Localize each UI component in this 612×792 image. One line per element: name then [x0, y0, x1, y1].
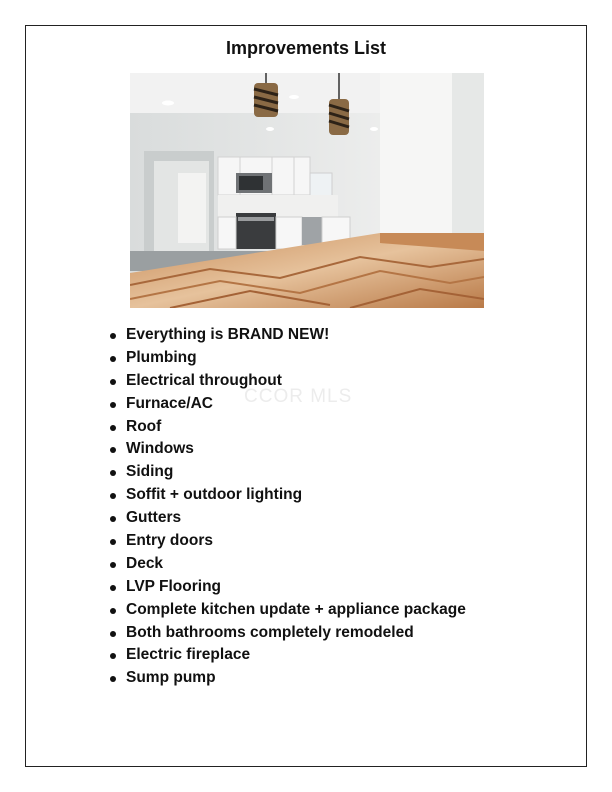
list-item: Soffit + outdoor lighting [108, 484, 466, 507]
list-item: Plumbing [108, 347, 466, 370]
list-item: Siding [108, 461, 466, 484]
list-item: LVP Flooring [108, 576, 466, 599]
list-item: Deck [108, 553, 466, 576]
list-item: Sump pump [108, 667, 466, 690]
list-item: Electrical throughout [108, 370, 466, 393]
improvements-list [108, 324, 466, 690]
list-item: Windows [108, 438, 466, 461]
list-item: Roof [108, 416, 466, 439]
page-title: Improvements List [225, 38, 387, 58]
list-item: Both bathrooms completely remodeled [108, 622, 466, 645]
list-item: Entry doors [108, 530, 466, 553]
list-item: Gutters [108, 507, 466, 530]
list-item: Complete kitchen update + appliance package [108, 599, 466, 622]
list-item: Furnace/AC [108, 393, 466, 416]
watermark: CCOR MLS [244, 386, 353, 407]
list-item: Electric fireplace [108, 644, 466, 667]
list-item: Everything is BRAND NEW! [108, 324, 466, 347]
kitchen-photo [130, 73, 484, 308]
